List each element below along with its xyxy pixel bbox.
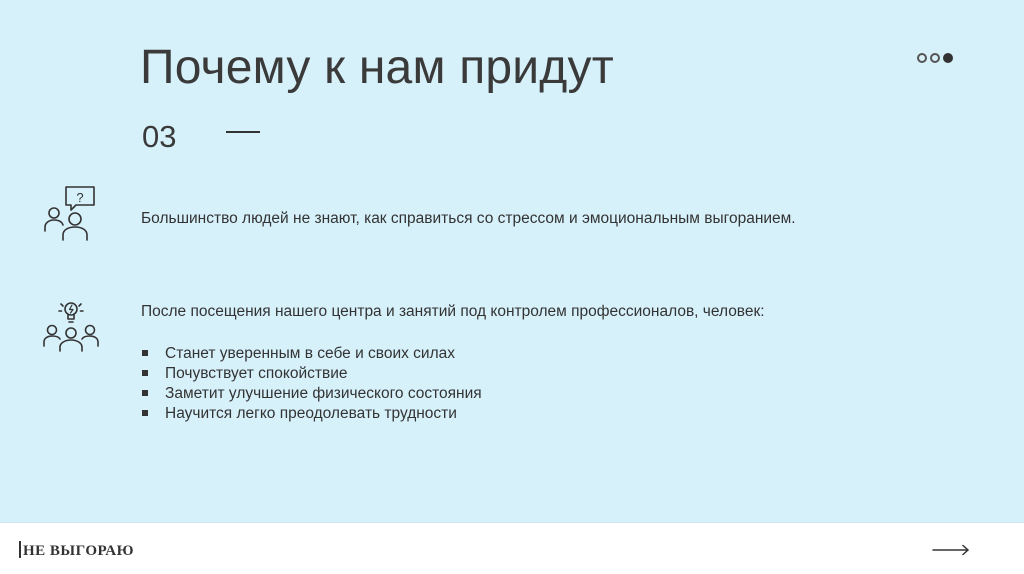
people-question-icon bbox=[42, 183, 98, 243]
list-item: Почувствует спокойствие bbox=[141, 364, 482, 384]
slide-number: 03 bbox=[142, 119, 177, 154]
benefits-list bbox=[141, 344, 482, 424]
arrow-right-icon[interactable] bbox=[932, 543, 970, 561]
page-title: Почему к нам придут bbox=[140, 41, 614, 94]
title-divider bbox=[226, 131, 260, 133]
section-2-text: После посещения нашего центра и занятий под контролем профессионалов, человек: bbox=[141, 303, 765, 320]
list-item: Научится легко преодолевать трудности bbox=[141, 404, 482, 424]
brand-text: НЕ ВЫГОРАЮ bbox=[23, 543, 134, 559]
more-dots-icon[interactable] bbox=[917, 53, 953, 63]
dot-outline-2 bbox=[930, 53, 940, 63]
svg-text:?: ? bbox=[76, 190, 84, 205]
brand-bar bbox=[19, 541, 21, 558]
section-1-text: Большинство людей не знают, как справиться со стрессом и эмоциональным выгоранием. bbox=[141, 210, 796, 227]
team-idea-icon bbox=[42, 300, 100, 354]
brand-logo bbox=[19, 541, 134, 560]
list-item: Заметит улучшение физического состояния bbox=[141, 384, 482, 404]
dot-filled bbox=[943, 53, 953, 63]
dot-outline-1 bbox=[917, 53, 927, 63]
list-item: Станет уверенным в себе и своих силах bbox=[141, 344, 482, 364]
